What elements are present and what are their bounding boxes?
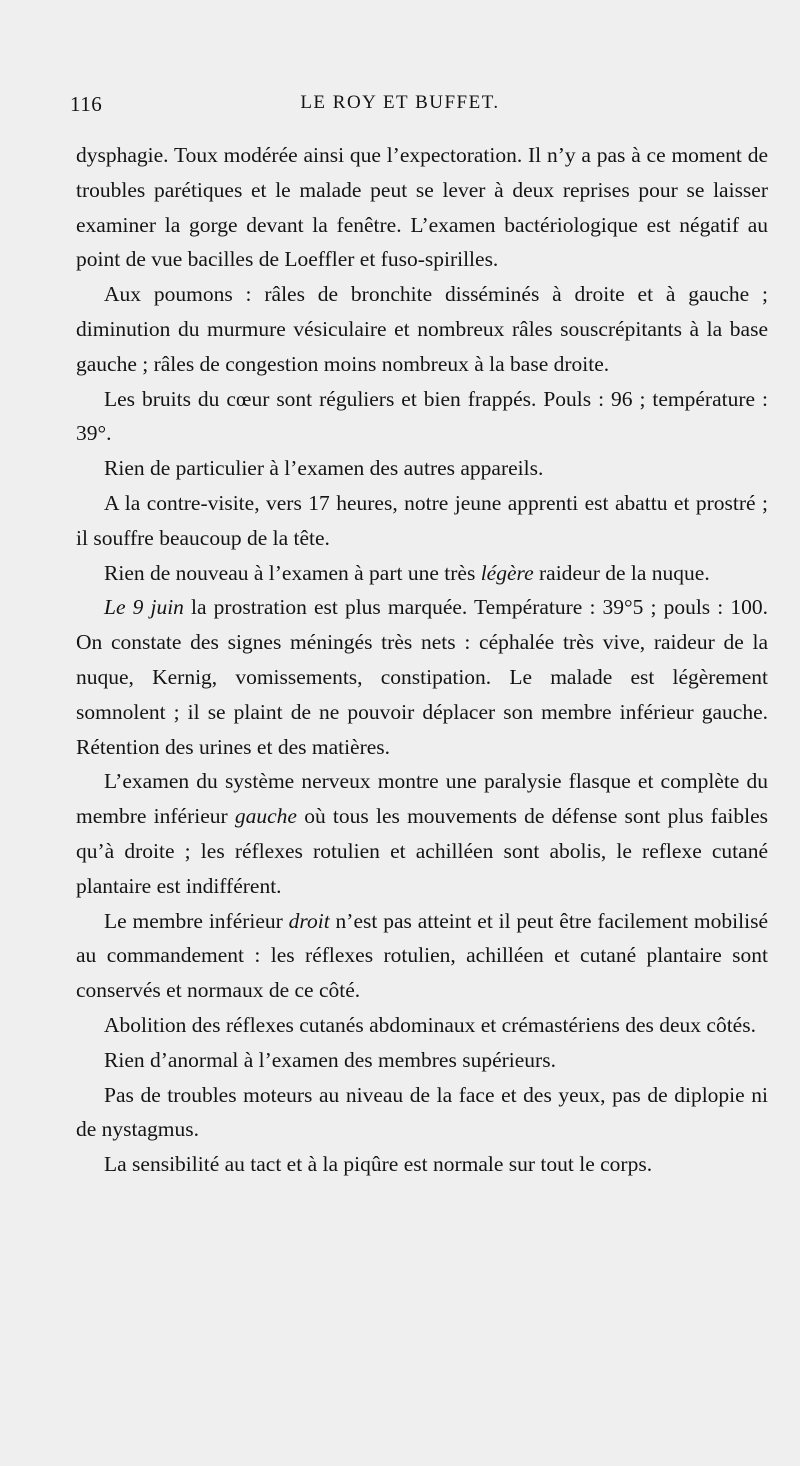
italic-text: légère [480, 560, 534, 585]
paragraph: Abolition des réflexes cutanés abdominaux et crémastériens des deux côtés. [104, 1012, 756, 1037]
paragraph-text: L’examen du système nerveux montre une paralysie flasque et complète du membre inférieur [76, 769, 768, 829]
paragraph-text: Le membre inférieur [104, 908, 289, 933]
paragraph [76, 764, 768, 903]
running-head: LE ROY ET BUFFET. [300, 92, 500, 113]
paragraph: dysphagie. Toux modérée ainsi que l’expectoration. Il n’y a pas à ce moment de troubles parétiques et le malade peut se lever à deux reprises pour se laisser examiner la gorge devant la fenêtre. L’examen bactériologique est négatif au point de vue bacilles de Loeffler et fuso-spirilles. [76, 143, 768, 272]
italic-text: gauche [234, 804, 297, 829]
paragraph [76, 904, 768, 1008]
page-number: 116 [70, 92, 103, 116]
paragraph: A la contre-visite, vers 17 heures, notre jeune apprenti est abattu et prostré ; il souffre beaucoup de la tête. [76, 490, 768, 550]
paragraph [76, 590, 768, 764]
paragraph-text: la prostration est plus marquée. Température : 39°5 ; pouls : 100. On constate des signes méningés très nets : céphalée très vive, raideur de la nuque, Kernig, vomissements, constipation. Le malade est légèrement somnolent ; il se plaint de ne pouvoir déplacer son membre inférieur gauche. Rétention des urines et des matières. [76, 595, 768, 759]
body-text [76, 138, 768, 1182]
paragraph: Pas de troubles moteurs au niveau de la face et des yeux, pas de diplopie ni de nystagmus. [76, 1082, 768, 1142]
italic-text: droit [288, 908, 330, 933]
paragraph: La sensibilité au tact et à la piqûre est normale sur tout le corps. [104, 1152, 653, 1177]
page-header [70, 92, 730, 126]
paragraph: Les bruits du cœur sont réguliers et bien frappés. Pouls : 96 ; température : 39°. [76, 386, 768, 446]
paragraph-text: où tous les mouvements de défense sont plus faibles qu’à droite ; les réflexes rotulien et achilléen sont abolis, le reflexe cutané plantaire est indifférent. [76, 804, 768, 898]
paragraph: Aux poumons : râles de bronchite disséminés à droite et à gauche ; diminution du murmure vésiculaire et nombreux râles souscrépitants à la base gauche ; râles de congestion moins nombreux à la base droite. [76, 282, 768, 376]
paragraph: Rien de particulier à l’examen des autres appareils. [104, 456, 544, 481]
paragraph: Rien d’anormal à l’examen des membres supérieurs. [104, 1047, 556, 1072]
paragraph-text: Rien de nouveau à l’examen à part une très [104, 560, 481, 585]
paragraph-text: n’est pas atteint et il peut être facilement mobilisé au commandement : les réflexes rotulien, achilléen et cutané plantaire sont conservés et normaux de ce côté. [76, 908, 768, 1003]
paragraph [76, 556, 768, 591]
date-italic: Le 9 juin [104, 595, 184, 620]
paragraph-text: raideur de la nuque. [533, 560, 710, 585]
